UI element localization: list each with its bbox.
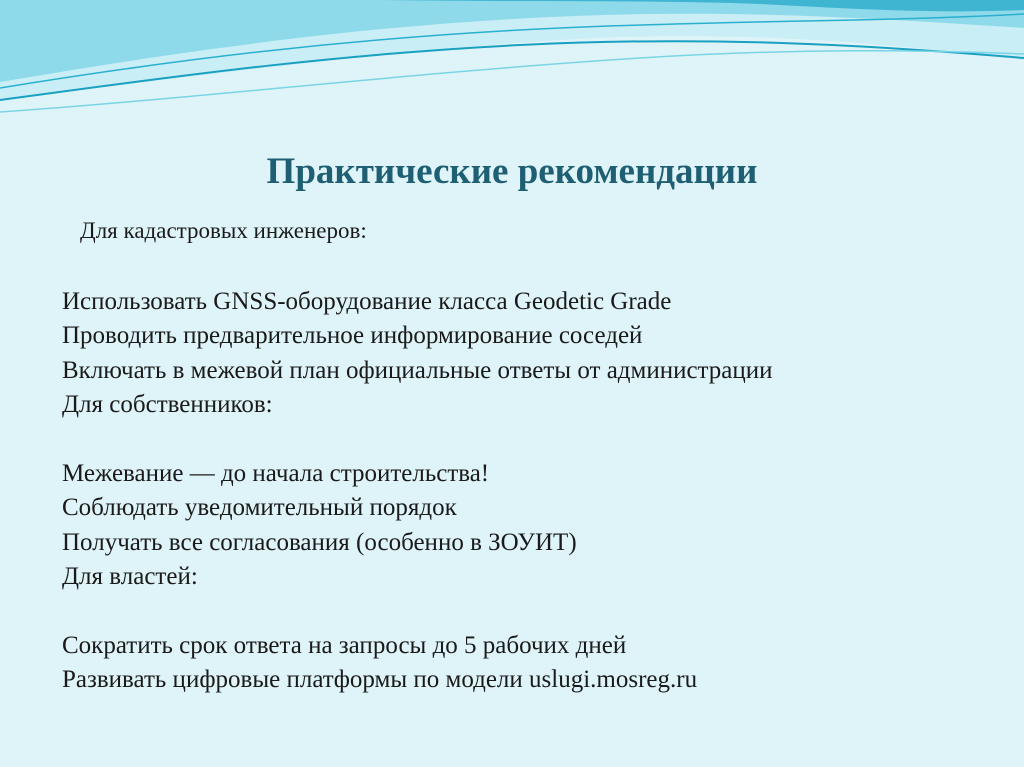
list-item: Включать в межевой план официальные ответы от администрации xyxy=(62,356,773,384)
blank-line xyxy=(62,595,773,629)
section-heading: Для властей: xyxy=(62,563,198,591)
list-item: Соблюдать уведомительный порядок xyxy=(62,494,457,522)
list-item: Межевание — до начала строительства! xyxy=(62,459,490,487)
recommendations-list xyxy=(62,285,773,698)
slide-title: Практические рекомендации xyxy=(266,151,758,192)
list-item: Получать все согласования (особенно в ЗОУИТ) xyxy=(62,528,577,556)
decorative-wave-header xyxy=(0,0,1024,130)
slide-subtitle: Для кадастровых инженеров: xyxy=(80,218,367,243)
section-heading: Для собственников: xyxy=(62,391,273,419)
list-item: Сократить срок ответа на запросы до 5 рабочих дней xyxy=(62,631,627,659)
blank-line xyxy=(62,423,773,457)
list-item: Проводить предварительное информирование соседей xyxy=(62,322,643,350)
list-item: Развивать цифровые платформы по модели uslugi.mosreg.ru xyxy=(62,666,698,694)
list-item: Использовать GNSS-оборудование класса Geodetic Grade xyxy=(62,288,672,315)
